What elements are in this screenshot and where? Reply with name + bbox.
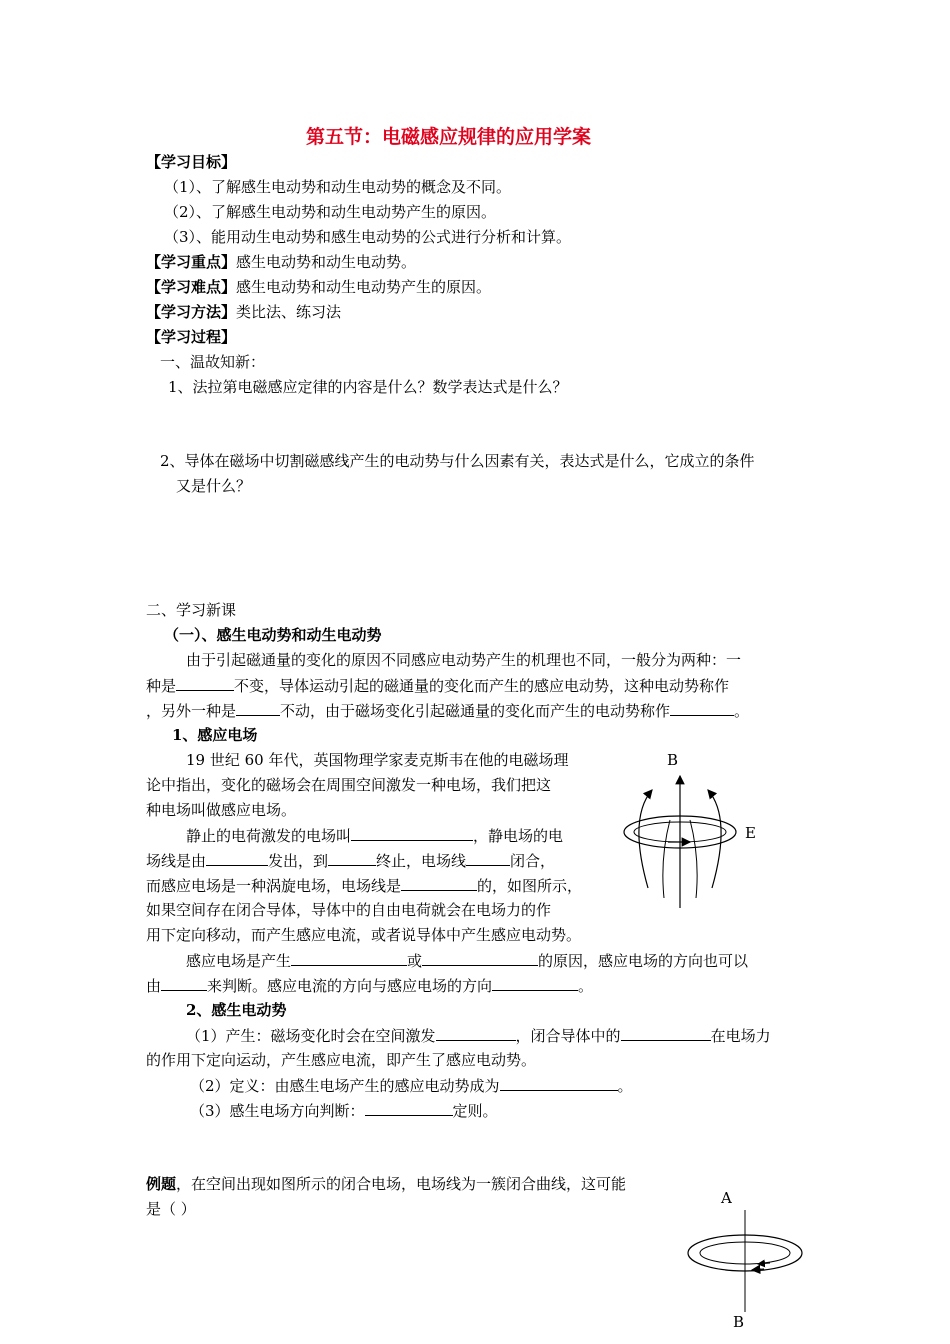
- induced-field-p2-line2: [146, 850, 555, 871]
- induced-field-p1-line3: 种电场叫做感应电场。: [146, 801, 297, 819]
- objectives-heading: 【学习目标】: [146, 153, 237, 171]
- review-question-1: 1、法拉第电磁感应定律的内容是什么？数学表达式是什么？: [168, 378, 568, 396]
- emf-direction: [190, 1100, 498, 1121]
- review-question-2-line1: 2、导体在磁场中切割磁感线产生的电动势与什么因素有关，表达式是什么，它成立的条件: [160, 452, 755, 470]
- answer-blank[interactable]: [621, 1025, 711, 1041]
- gen-c: 在电场力: [710, 1027, 771, 1045]
- new-lesson-heading: 二、学习新课: [146, 601, 237, 619]
- section-one-heading: （一）、感生电动势和动生电动势: [164, 626, 382, 644]
- key-point-row: [146, 252, 416, 272]
- induced-field-p2-line4: 如果空间存在闭合导体，导体中的自由电荷就会在电场力的作: [146, 901, 552, 919]
- objective-1: （1）、了解感生电动势和动生电动势的概念及不同。: [164, 178, 512, 196]
- emf-generation-line2: 的作用下定向运动，产生感应电流，即产生了感应电动势。: [146, 1051, 537, 1069]
- process-heading: 【学习过程】: [146, 328, 237, 346]
- answer-blank[interactable]: [291, 950, 407, 966]
- intro-line-3-b: 不动，由于磁场变化引起磁通量的变化而产生的电动势称作: [280, 702, 671, 720]
- induced-field-p2-line1: [186, 825, 563, 846]
- gen-a: （1）产生：磁场变化时会在空间激发: [186, 1027, 436, 1045]
- example-figure: [670, 1190, 820, 1340]
- p3-c: 的原因，感应电场的方向也可以: [538, 952, 749, 970]
- example-text-1: ，在空间出现如图所示的闭合电场，电场线为一簇闭合曲线，这可能: [176, 1175, 627, 1193]
- intro-line-2: [146, 675, 729, 696]
- dir-b: 定则。: [452, 1102, 498, 1120]
- p2-f: 闭合，: [510, 852, 556, 870]
- key-point-label: 【学习重点】: [146, 253, 237, 271]
- p3-b: 或: [407, 952, 423, 970]
- intro-line-2-b: 不变，导体运动引起的磁通量的变化而产生的感应电动势，这种电动势称作: [234, 677, 730, 695]
- subsection-emf-heading: 2、感生电动势: [186, 1001, 287, 1019]
- emf-generation-line1: [186, 1025, 771, 1046]
- difficulty-text: 感生电动势和动生电动势产生的原因。: [236, 278, 492, 296]
- p3-f: 。: [578, 977, 594, 995]
- induced-field-p1-line2: 论中指出，变化的磁场会在周围空间激发一种电场，我们把这: [146, 776, 552, 794]
- p2-h: 的，如图所示，: [477, 877, 583, 895]
- review-question-2-line2: 又是什么？: [176, 477, 252, 495]
- answer-blank[interactable]: [206, 850, 268, 866]
- p2-e: 终止，电场线: [376, 852, 467, 870]
- answer-blank[interactable]: [436, 1025, 516, 1041]
- example-line2: 是（ ）: [146, 1200, 196, 1218]
- p2-a: 静止的电荷激发的电场叫: [186, 827, 352, 845]
- answer-blank[interactable]: [500, 1075, 618, 1091]
- answer-blank[interactable]: [236, 700, 280, 716]
- def-a: （2）定义：由感生电场产生的感应电动势成为: [190, 1077, 500, 1095]
- figure2-label-a: A: [721, 1189, 732, 1207]
- answer-blank[interactable]: [365, 1100, 453, 1116]
- answer-blank[interactable]: [351, 825, 473, 841]
- difficulty-label: 【学习难点】: [146, 278, 237, 296]
- answer-blank[interactable]: [466, 850, 510, 866]
- p2-d: 发出，到: [268, 852, 329, 870]
- answer-blank[interactable]: [328, 850, 376, 866]
- p3-e: 来判断。感应电流的方向与感应电场的方向: [207, 977, 493, 995]
- figure1-label-e: E: [745, 824, 756, 842]
- dir-a: （3）感生电场方向判断：: [190, 1102, 365, 1120]
- induced-field-p1-line1: 19 世纪 60 年代，英国物理学家麦克斯韦在他的电磁场理: [186, 751, 569, 769]
- example-line1: [146, 1174, 626, 1194]
- intro-line-3-a: ，另外一种是: [146, 702, 237, 720]
- difficulty-row: [146, 277, 491, 297]
- induced-field-p2-line5: 用下定向移动，而产生感应电流，或者说导体中产生感应电动势。: [146, 926, 582, 944]
- induced-field-p3-line2: [146, 975, 593, 996]
- method-row: [146, 302, 341, 322]
- figure1-label-b: B: [667, 751, 679, 769]
- page-title: 第五节：电磁感应规律的应用学案: [306, 126, 592, 148]
- answer-blank[interactable]: [422, 950, 538, 966]
- intro-line-1: 由于引起磁通量的变化的原因不同感应电动势产生的机理也不同，一般分为两种：一: [186, 651, 742, 669]
- method-label: 【学习方法】: [146, 303, 237, 321]
- induced-field-p2-line3: [146, 875, 582, 896]
- answer-blank[interactable]: [401, 875, 477, 891]
- intro-line-2-a: 种是: [146, 677, 177, 695]
- gen-b: ，闭合导体中的: [515, 1027, 621, 1045]
- method-text: 类比法、练习法: [236, 303, 342, 321]
- answer-blank[interactable]: [670, 700, 734, 716]
- figure2-label-b: B: [733, 1313, 745, 1331]
- p2-c: 场线是由: [146, 852, 207, 870]
- answer-blank[interactable]: [492, 975, 578, 991]
- p3-a: 感应电场是产生: [186, 952, 292, 970]
- intro-line-3: [146, 700, 749, 721]
- p3-d: 由: [146, 977, 162, 995]
- p2-b: ，静电场的电: [473, 827, 564, 845]
- answer-blank[interactable]: [176, 675, 234, 691]
- induced-field-p3-line1: [186, 950, 748, 971]
- intro-line-3-c: 。: [734, 702, 750, 720]
- example-label: 例题: [146, 1175, 177, 1193]
- def-b: 。: [617, 1077, 633, 1095]
- subsection-induced-field-heading: 1、感应电场: [172, 726, 258, 744]
- objective-3: （3）、能用动生电动势和感生电动势的公式进行分析和计算。: [164, 228, 572, 246]
- review-heading: 一、温故知新：: [160, 353, 266, 371]
- objective-2: （2）、了解感生电动势和动生电动势产生的原因。: [164, 203, 497, 221]
- p2-g: 而感应电场是一种涡旋电场，电场线是: [146, 877, 402, 895]
- answer-blank[interactable]: [161, 975, 207, 991]
- key-point-text: 感生电动势和动生电动势。: [236, 253, 417, 271]
- emf-definition: [190, 1075, 633, 1096]
